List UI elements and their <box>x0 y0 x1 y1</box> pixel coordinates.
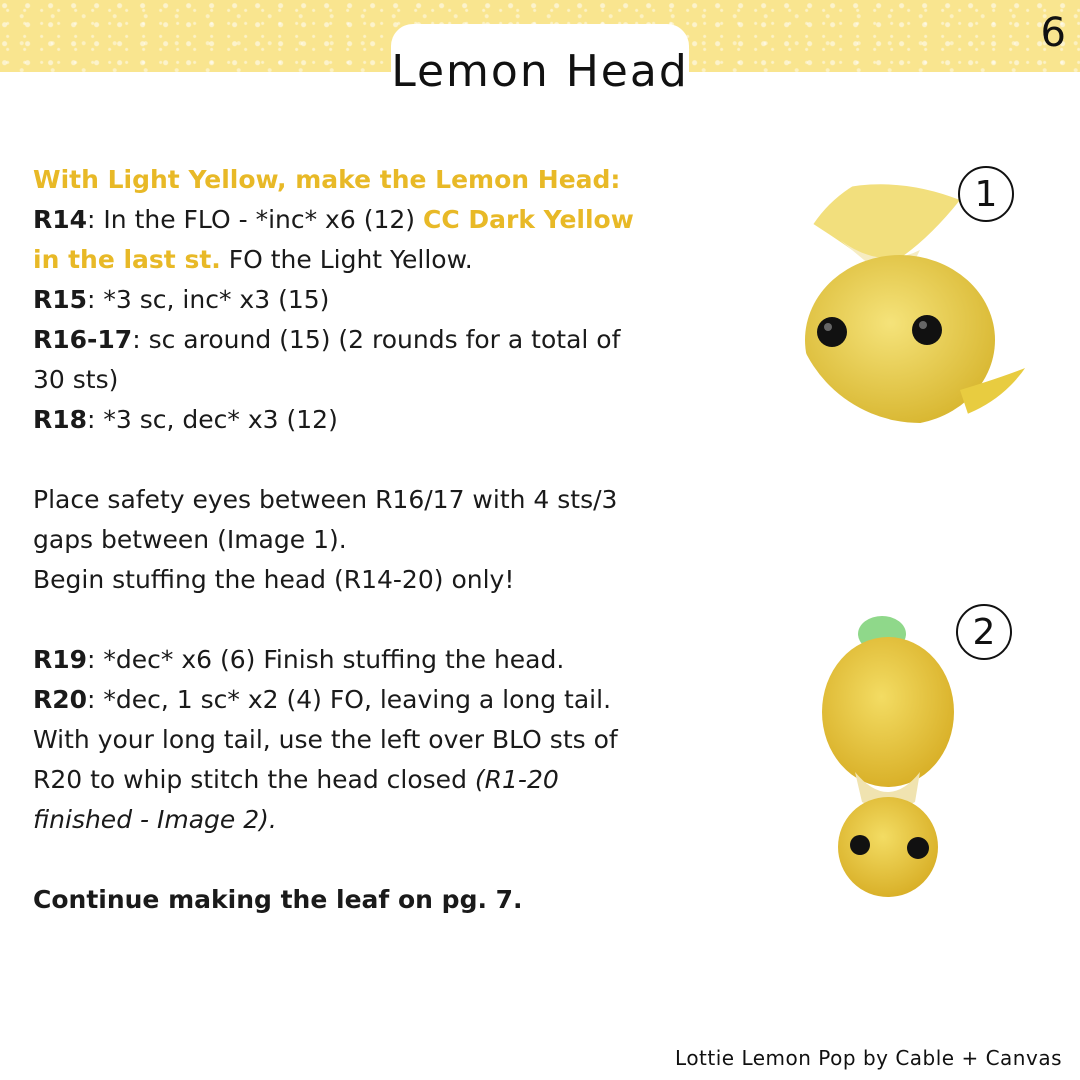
r14-tail: FO the Light Yellow. <box>220 245 473 274</box>
eyes-line-1: Place safety eyes between R16/17 with 4 sts/3 gaps between (Image 1). <box>33 485 618 554</box>
r19-label: R19 <box>33 645 88 674</box>
r18-label: R18 <box>33 405 88 434</box>
r16-17-text: : sc around (15) (2 rounds for a total of 30 sts) <box>33 325 621 394</box>
row-r16-17 <box>33 320 643 400</box>
row-r14 <box>33 200 643 280</box>
r15-label: R15 <box>33 285 88 314</box>
whip-stitch-line <box>33 720 643 840</box>
r20-label: R20 <box>33 685 88 714</box>
r14-highlight: CC Dark Yellow in the last st. <box>33 205 634 274</box>
r20-text: : *dec, 1 sc* x2 (4) FO, leaving a long tail. <box>87 685 612 714</box>
whip-italic: (R1-20 finished - Image 2). <box>33 765 559 834</box>
page-number: 6 <box>1040 10 1066 56</box>
continue-text: Continue making the leaf on pg. 7. <box>33 885 523 914</box>
r16-17-label: R16-17 <box>33 325 133 354</box>
whip-text: With your long tail, use the left over BLO sts of R20 to whip stitch the head closed <box>33 725 618 794</box>
r15-text: : *3 sc, inc* x3 (15) <box>87 285 330 314</box>
instructions-block <box>33 160 643 920</box>
r14-label: R14 <box>33 205 88 234</box>
continue-line <box>33 880 643 920</box>
row-r20 <box>33 680 643 720</box>
image-2-badge: 2 <box>956 604 1012 660</box>
r18-text: : *3 sc, dec* x3 (12) <box>87 405 338 434</box>
intro-text: With Light Yellow, make the Lemon Head: <box>33 165 621 194</box>
page-title: Lemon Head <box>391 45 689 97</box>
footer-credit: Lottie Lemon Pop by Cable + Canvas <box>675 1046 1062 1070</box>
row-r15 <box>33 280 643 320</box>
image-2-finished-lemon-photo <box>810 612 970 902</box>
intro-line <box>33 160 643 200</box>
r14-text: : In the FLO - *inc* x6 (12) <box>87 205 423 234</box>
row-r18 <box>33 400 643 440</box>
row-r19 <box>33 640 643 680</box>
r19-text: : *dec* x6 (6) Finish stuffing the head. <box>87 645 565 674</box>
eyes-line-2: Begin stuffing the head (R14-20) only! <box>33 565 515 594</box>
image-1-badge: 1 <box>958 166 1014 222</box>
title-tab <box>391 24 689 112</box>
